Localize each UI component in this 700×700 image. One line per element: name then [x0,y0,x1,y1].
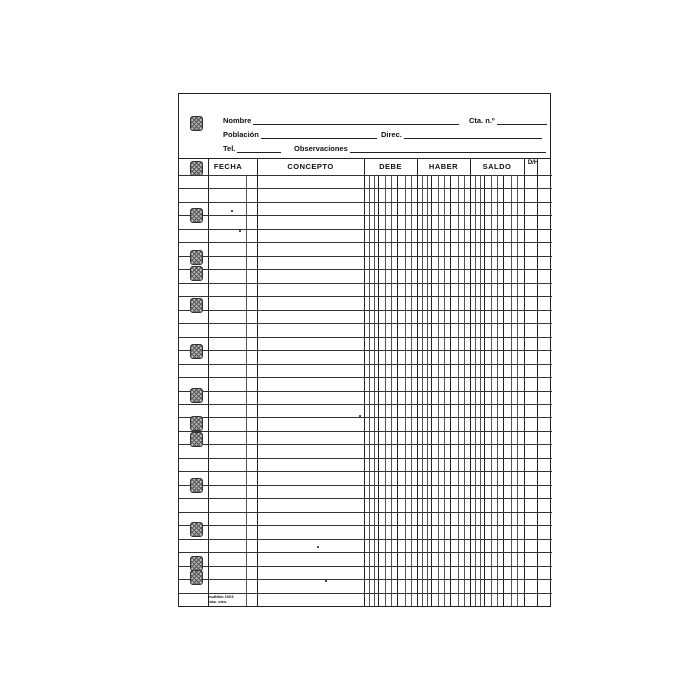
binder-hole-icon [190,344,203,359]
ledger-row-rule [179,283,552,284]
speck [359,415,361,417]
ledger-row-rule [179,296,552,297]
poblacion-line [261,131,377,139]
binder-hole-icon [190,250,203,265]
binder-hole-icon [190,432,203,447]
binder-hole-icon [190,570,203,585]
ledger-row-rule [179,188,552,189]
cta-line [497,117,547,125]
direc-field[interactable] [381,130,542,139]
ledger-row-rule [179,229,552,230]
nombre-label: Nombre [223,116,252,125]
ledger-row-rule [179,593,552,594]
binder-hole-icon [190,116,203,131]
binder-hole-icon [190,556,203,571]
binder-hole-icon [190,478,203,493]
speck [231,210,233,212]
observaciones-label: Observaciones [294,144,348,153]
ledger-row-rule [179,215,552,216]
poblacion-label: Población [223,130,259,139]
column-header-dh: D/H [527,160,539,166]
ledger-row-rule [179,323,552,324]
ledger-row-rule [179,337,552,338]
column-header-concepto: CONCEPTO [287,162,334,171]
tel-line [237,145,281,153]
binder-hole-icon [190,266,203,281]
ledger-row-rule [179,350,552,351]
ledger-row-rule [179,269,552,270]
column-header-rule [179,175,552,176]
speck [239,230,241,232]
ledger-row-rule [179,444,552,445]
binder-hole-icon [190,416,203,431]
ledger-row-rule [179,566,552,567]
ledger-row-rule [179,242,552,243]
tel-label: Tel. [223,144,236,153]
column-header-debe: DEBE [379,162,402,171]
ledger-row-rule [179,579,552,580]
cta-field[interactable] [469,116,547,125]
ledger-row-rule [179,404,552,405]
speck [317,546,319,548]
nombre-line [253,117,459,125]
direc-line [404,131,542,139]
direc-label: Direc. [381,130,402,139]
ledger-row-rule [179,202,552,203]
speck [325,580,327,582]
ledger-row-rule [179,458,552,459]
cta-label: Cta. n.º [469,116,495,125]
form-code-line2: ctas. ctes. [208,599,228,604]
ledger-row-rule [179,471,552,472]
ledger-row-rule [179,391,552,392]
ledger-row-rule [179,364,552,365]
ledger-row-rule [179,310,552,311]
ledger-row-rule [179,552,552,553]
column-header-haber: HABER [428,162,459,171]
ledger-row-rule [179,498,552,499]
ledger-row-rule [179,512,552,513]
binder-hole-icon [190,522,203,537]
ledger-row-rule [179,377,552,378]
column-header-saldo: SALDO [482,162,512,171]
ledger-row-rule [179,256,552,257]
binder-hole-icon [190,388,203,403]
binder-hole-icon [190,298,203,313]
binder-hole-icon [190,161,203,176]
form-code [208,594,234,604]
binder-hole-icon [190,208,203,223]
observaciones-line [350,145,546,153]
ledger-sheet [178,93,551,607]
form-code-line1: multiblo 1003 [208,594,234,599]
account-header [179,94,550,159]
poblacion-field[interactable] [223,130,377,139]
ledger-row-rule [179,485,552,486]
ledger-row-rule [179,539,552,540]
ledger-row-rule [179,525,552,526]
tel-field[interactable] [223,144,281,153]
observaciones-field[interactable] [294,144,546,153]
ledger-row-rule [179,417,552,418]
column-header-fecha: FECHA [213,162,243,171]
nombre-field[interactable] [223,116,459,125]
ledger-row-rule [179,431,552,432]
